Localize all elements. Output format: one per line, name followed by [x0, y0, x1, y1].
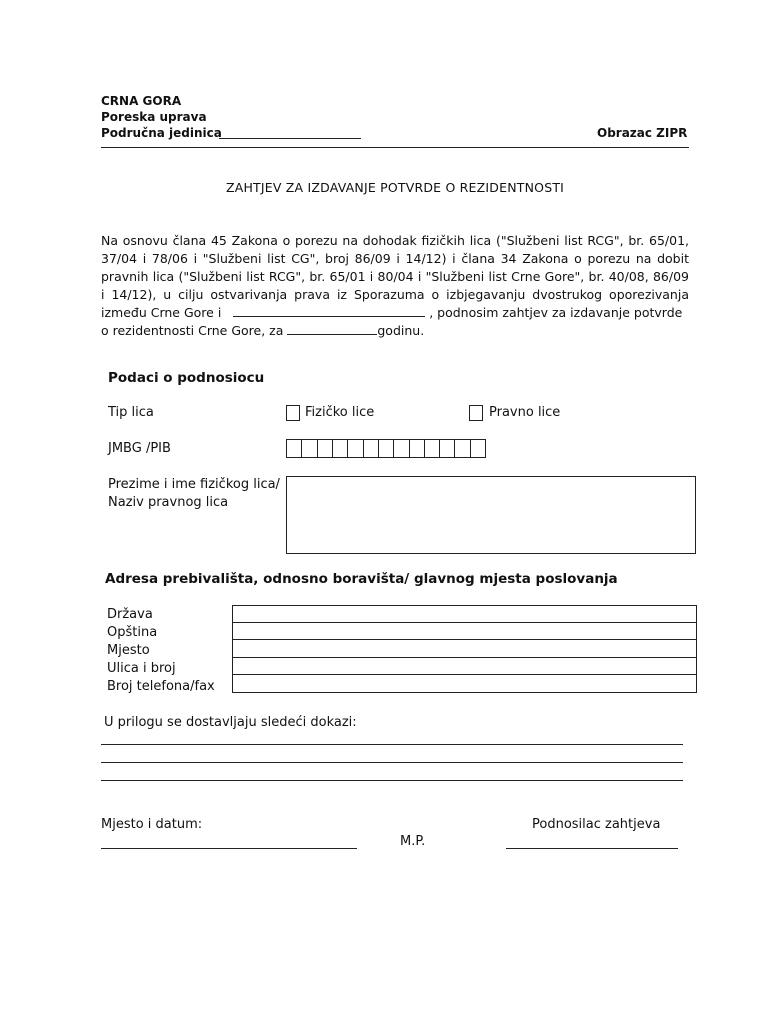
page-title: ZAHTJEV ZA IZDAVANJE POTVRDE O REZIDENTNOSTI — [225, 180, 565, 195]
legal-person-label: Pravno lice — [489, 405, 561, 420]
intro-line-3: pravnih lica ("Službeni list RCG", br. 65/01 i 80/04 i "Službeni list Crne Gore", br. 40/08, 86/09 — [101, 269, 689, 284]
id-digit-cell[interactable] — [455, 440, 470, 457]
id-digit-cell[interactable] — [471, 440, 485, 457]
stamp-label: M.P. — [400, 834, 426, 849]
form-code: Obrazac ZIPR — [597, 126, 688, 140]
intro-line-5-end: , podnosim zahtjev za izdavanje potvrde — [429, 305, 683, 320]
id-digit-cell[interactable] — [302, 440, 317, 457]
address-input-municipality[interactable] — [233, 623, 696, 640]
address-label-municipality: Opština — [107, 625, 158, 640]
name-label-line-2: Naziv pravnog lica — [108, 495, 229, 510]
address-label-place: Mjesto — [107, 643, 150, 658]
attachment-line-2[interactable] — [101, 762, 683, 763]
legal-person-checkbox[interactable] — [469, 405, 483, 421]
signature-line[interactable] — [506, 848, 678, 849]
address-label-street: Ulica i broj — [107, 661, 176, 676]
attachments-label: U prilogu se dostavljaju sledeći dokazi: — [104, 715, 357, 730]
intro-paragraph — [101, 232, 689, 340]
id-digit-cell[interactable] — [410, 440, 425, 457]
year-input-line[interactable] — [287, 322, 377, 335]
natural-person-label: Fizičko lice — [305, 405, 375, 420]
address-table — [232, 605, 697, 693]
id-digit-cell[interactable] — [425, 440, 440, 457]
id-digit-cell[interactable] — [348, 440, 363, 457]
natural-person-checkbox[interactable] — [286, 405, 300, 421]
id-digit-cell[interactable] — [333, 440, 348, 457]
id-digit-grid[interactable] — [286, 439, 486, 458]
unit-input-line[interactable] — [219, 138, 361, 139]
id-digit-cell[interactable] — [440, 440, 455, 457]
address-input-country[interactable] — [233, 606, 696, 623]
unit-label: Područna jedinica — [101, 126, 222, 140]
place-date-line[interactable] — [101, 848, 357, 849]
attachment-line-3[interactable] — [101, 780, 683, 781]
name-input-box[interactable] — [286, 476, 696, 554]
address-input-phone[interactable] — [233, 675, 696, 692]
applicant-heading: Podaci o podnosiocu — [108, 370, 265, 386]
intro-line-2: 37/04 i 78/06 i "Službeni list CG", broj 86/09 i 14/12) i člana 34 Zakona o porezu na dobit — [101, 251, 689, 266]
intro-line-6-start: o rezidentnosti Crne Gore, za — [101, 323, 284, 338]
id-digit-cell[interactable] — [318, 440, 333, 457]
intro-line-6-end: godinu. — [377, 323, 425, 338]
id-label: JMBG /PIB — [108, 441, 171, 456]
header-divider — [101, 147, 689, 148]
address-input-place[interactable] — [233, 640, 696, 657]
intro-line-1: Na osnovu člana 45 Zakona o porezu na dohodak fizičkih lica ("Službeni list RCG", br. 65/01, — [101, 233, 689, 248]
id-digit-cell[interactable] — [394, 440, 409, 457]
id-digit-cell[interactable] — [379, 440, 394, 457]
country-input-line[interactable] — [233, 304, 425, 317]
intro-line-5-start: između Crne Gore i — [101, 305, 222, 320]
address-label-country: Država — [107, 607, 153, 622]
country-name: CRNA GORA — [101, 94, 182, 108]
id-digit-cell[interactable] — [364, 440, 379, 457]
attachment-line-1[interactable] — [101, 744, 683, 745]
applicant-signature-label: Podnosilac zahtjeva — [532, 817, 661, 832]
intro-line-4: i 14/12), u cilju ostvarivanja prava iz Sporazuma o izbjegavanju dvostrukog oporezivanja — [101, 287, 689, 302]
address-heading: Adresa prebivališta, odnosno boravišta/ glavnog mjesta poslovanja — [105, 571, 618, 587]
place-date-label: Mjesto i datum: — [101, 817, 203, 832]
intro-line-6 — [101, 322, 689, 340]
address-label-phone: Broj telefona/fax — [107, 679, 215, 694]
authority-name: Poreska uprava — [101, 110, 207, 124]
type-label: Tip lica — [108, 405, 154, 420]
intro-line-5 — [101, 304, 689, 322]
name-label-line-1: Prezime i ime fizičkog lica/ — [108, 477, 280, 492]
id-digit-cell[interactable] — [287, 440, 302, 457]
address-input-street[interactable] — [233, 658, 696, 675]
